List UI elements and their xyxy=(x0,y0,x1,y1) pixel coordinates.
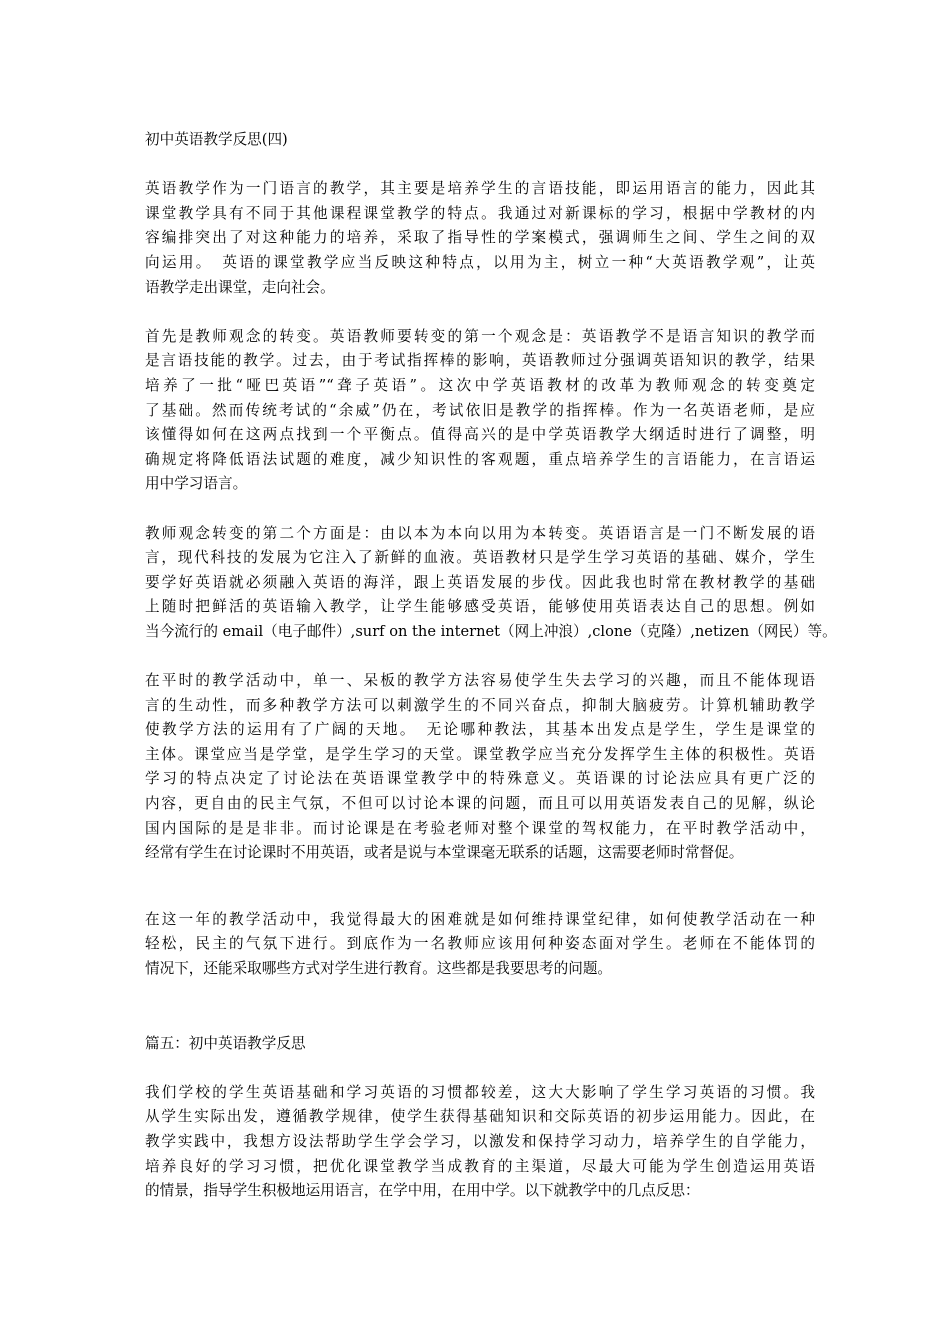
paragraph-3 xyxy=(145,522,837,645)
paragraph-4 xyxy=(145,669,815,866)
paragraph-line: 培养良好的学习习惯，把优化课堂教学当成教育的主渠道，尽最大可能为学生创造运用英语 xyxy=(145,1157,815,1175)
paragraph-line: 经常有学生在讨论课时不用英语，或者是说与本堂课毫无联系的话题，这需要老师时常督促。 xyxy=(145,844,744,862)
paragraph-line: 使教学方法的运用有了广阔的天地。 无论哪种教法，其基本出发点是学生，学生是课堂的 xyxy=(145,721,815,739)
paragraph-line: 教师观念转变的第二个方面是：由以本为本向以用为本转变。英语语言是一门不断发展的语 xyxy=(145,524,815,542)
section-title: 篇五：初中英语教学反思 xyxy=(145,1034,306,1052)
paragraph-line: 当今流行的 email（电子邮件）,surf on the internet（网上冲浪）,clone（克隆）,netizen（网民）等。 xyxy=(145,622,837,640)
paragraph-line: 情况下，还能采取哪些方式对学生进行教育。这些都是我要思考的问题。 xyxy=(145,960,613,977)
paragraph-line: 国内国际的是是非非。而讨论课是在考验老师对整个课堂的驾权能力，在平时教学活动中， xyxy=(145,819,815,837)
paragraph-line: 确规定将降低语法试题的难度，减少知识性的客观题，重点培养学生的言语能力，在言语运 xyxy=(145,450,815,468)
paragraph-line: 从学生实际出发，遵循教学规律，使学生获得基础知识和交际英语的初步运用能力。因此，在 xyxy=(145,1108,815,1126)
paragraph-line: 课堂教学具有不同于其他课程课堂教学的特点。我通过对新课标的学习，根据中学教材的内 xyxy=(145,204,815,222)
paragraph-line: 该懂得如何在这两点找到一个平衡点。值得高兴的是中学英语教学大纲适时进行了调整，明 xyxy=(145,426,815,444)
paragraph-line: 是言语技能的教学。过去，由于考试指挥棒的影响，英语教师过分强调英语知识的教学，结果 xyxy=(145,352,815,370)
paragraph-6 xyxy=(145,1081,815,1204)
paragraph-line: 言的生动性，而多种教学方法可以刺激学生的不同兴奋点，抑制大脑疲劳。计算机辅助教学 xyxy=(145,696,815,714)
paragraph-line: 首先是教师观念的转变。英语教师要转变的第一个观念是：英语教学不是语言知识的教学而 xyxy=(145,327,815,345)
paragraph-line: 我们学校的学生英语基础和学习英语的习惯都较差，这大大影响了学生学习英语的习惯。我 xyxy=(145,1083,815,1101)
paragraph-line: 内容，更自由的民主气氛，不但可以讨论本课的问题，而且可以用英语发表自己的见解，纵论 xyxy=(145,795,815,813)
document-title: 初中英语教学反思(四) xyxy=(145,131,288,148)
paragraph-line: 培养了一批“哑巴英语”“聋子英语”。这次中学英语教材的改革为教师观念的转变奠定 xyxy=(145,376,815,394)
paragraph-line: 上随时把鲜活的英语输入教学，让学生能够感受英语，能够使用英语表达自己的思想。例如 xyxy=(145,598,815,616)
paragraph-line: 教学实践中，我想方设法帮助学生学会学习，以激发和保持学习动力，培养学生的自学能力， xyxy=(145,1132,815,1150)
document-body xyxy=(145,128,837,1204)
paragraph-line: 英语教学作为一门语言的教学，其主要是培养学生的言语技能，即运用语言的能力，因此其 xyxy=(145,180,815,198)
paragraph-line: 学习的特点决定了讨论法在英语课堂教学中的特殊意义。英语课的讨论法应具有更广泛的 xyxy=(145,770,815,788)
paragraph-line: 言，现代科技的发展为它注入了新鲜的血液。英语教材只是学生学习英语的基础、媒介，学生 xyxy=(145,549,815,567)
paragraph-line: 在平时的教学活动中，单一、呆板的教学方法容易使学生失去学习的兴趣，而且不能体现语 xyxy=(145,672,815,690)
paragraph-line: 主体。课堂应当是学堂，是学生学习的天堂。课堂教学应当充分发挥学生主体的积极性。英语 xyxy=(145,745,815,763)
paragraph-line: 在这一年的教学活动中，我觉得最大的困难就是如何维持课堂纪律，如何使教学活动在一种 xyxy=(145,910,815,928)
paragraph-5 xyxy=(145,908,815,982)
paragraph-2 xyxy=(145,325,815,497)
paragraph-line: 用中学习语言。 xyxy=(145,475,248,493)
paragraph-line: 轻松，民主的气氛下进行。到底作为一名教师应该用何种姿态面对学生。老师在不能体罚的 xyxy=(145,935,815,953)
paragraph-line: 要学好英语就必须融入英语的海洋，跟上英语发展的步伐。因此我也时常在教材教学的基础 xyxy=(145,573,815,591)
paragraph-line: 的情景，指导学生积极地运用语言，在学中用，在用中学。以下就教学中的几点反思： xyxy=(145,1182,700,1200)
paragraph-line: 语教学走出课堂，走向社会。 xyxy=(145,278,335,296)
paragraph-line: 向运用。 英语的课堂教学应当反映这种特点，以用为主，树立一种“大英语教学观”，让英 xyxy=(145,253,815,271)
paragraph-1 xyxy=(145,177,815,300)
paragraph-line: 容编排突出了对这种能力的培养，采取了指导性的学案模式，强调师生之间、学生之间的双 xyxy=(145,229,815,247)
paragraph-line: 了基础。然而传统考试的“余威”仍在，考试依旧是教学的指挥棒。作为一名英语老师，是应 xyxy=(145,401,815,419)
